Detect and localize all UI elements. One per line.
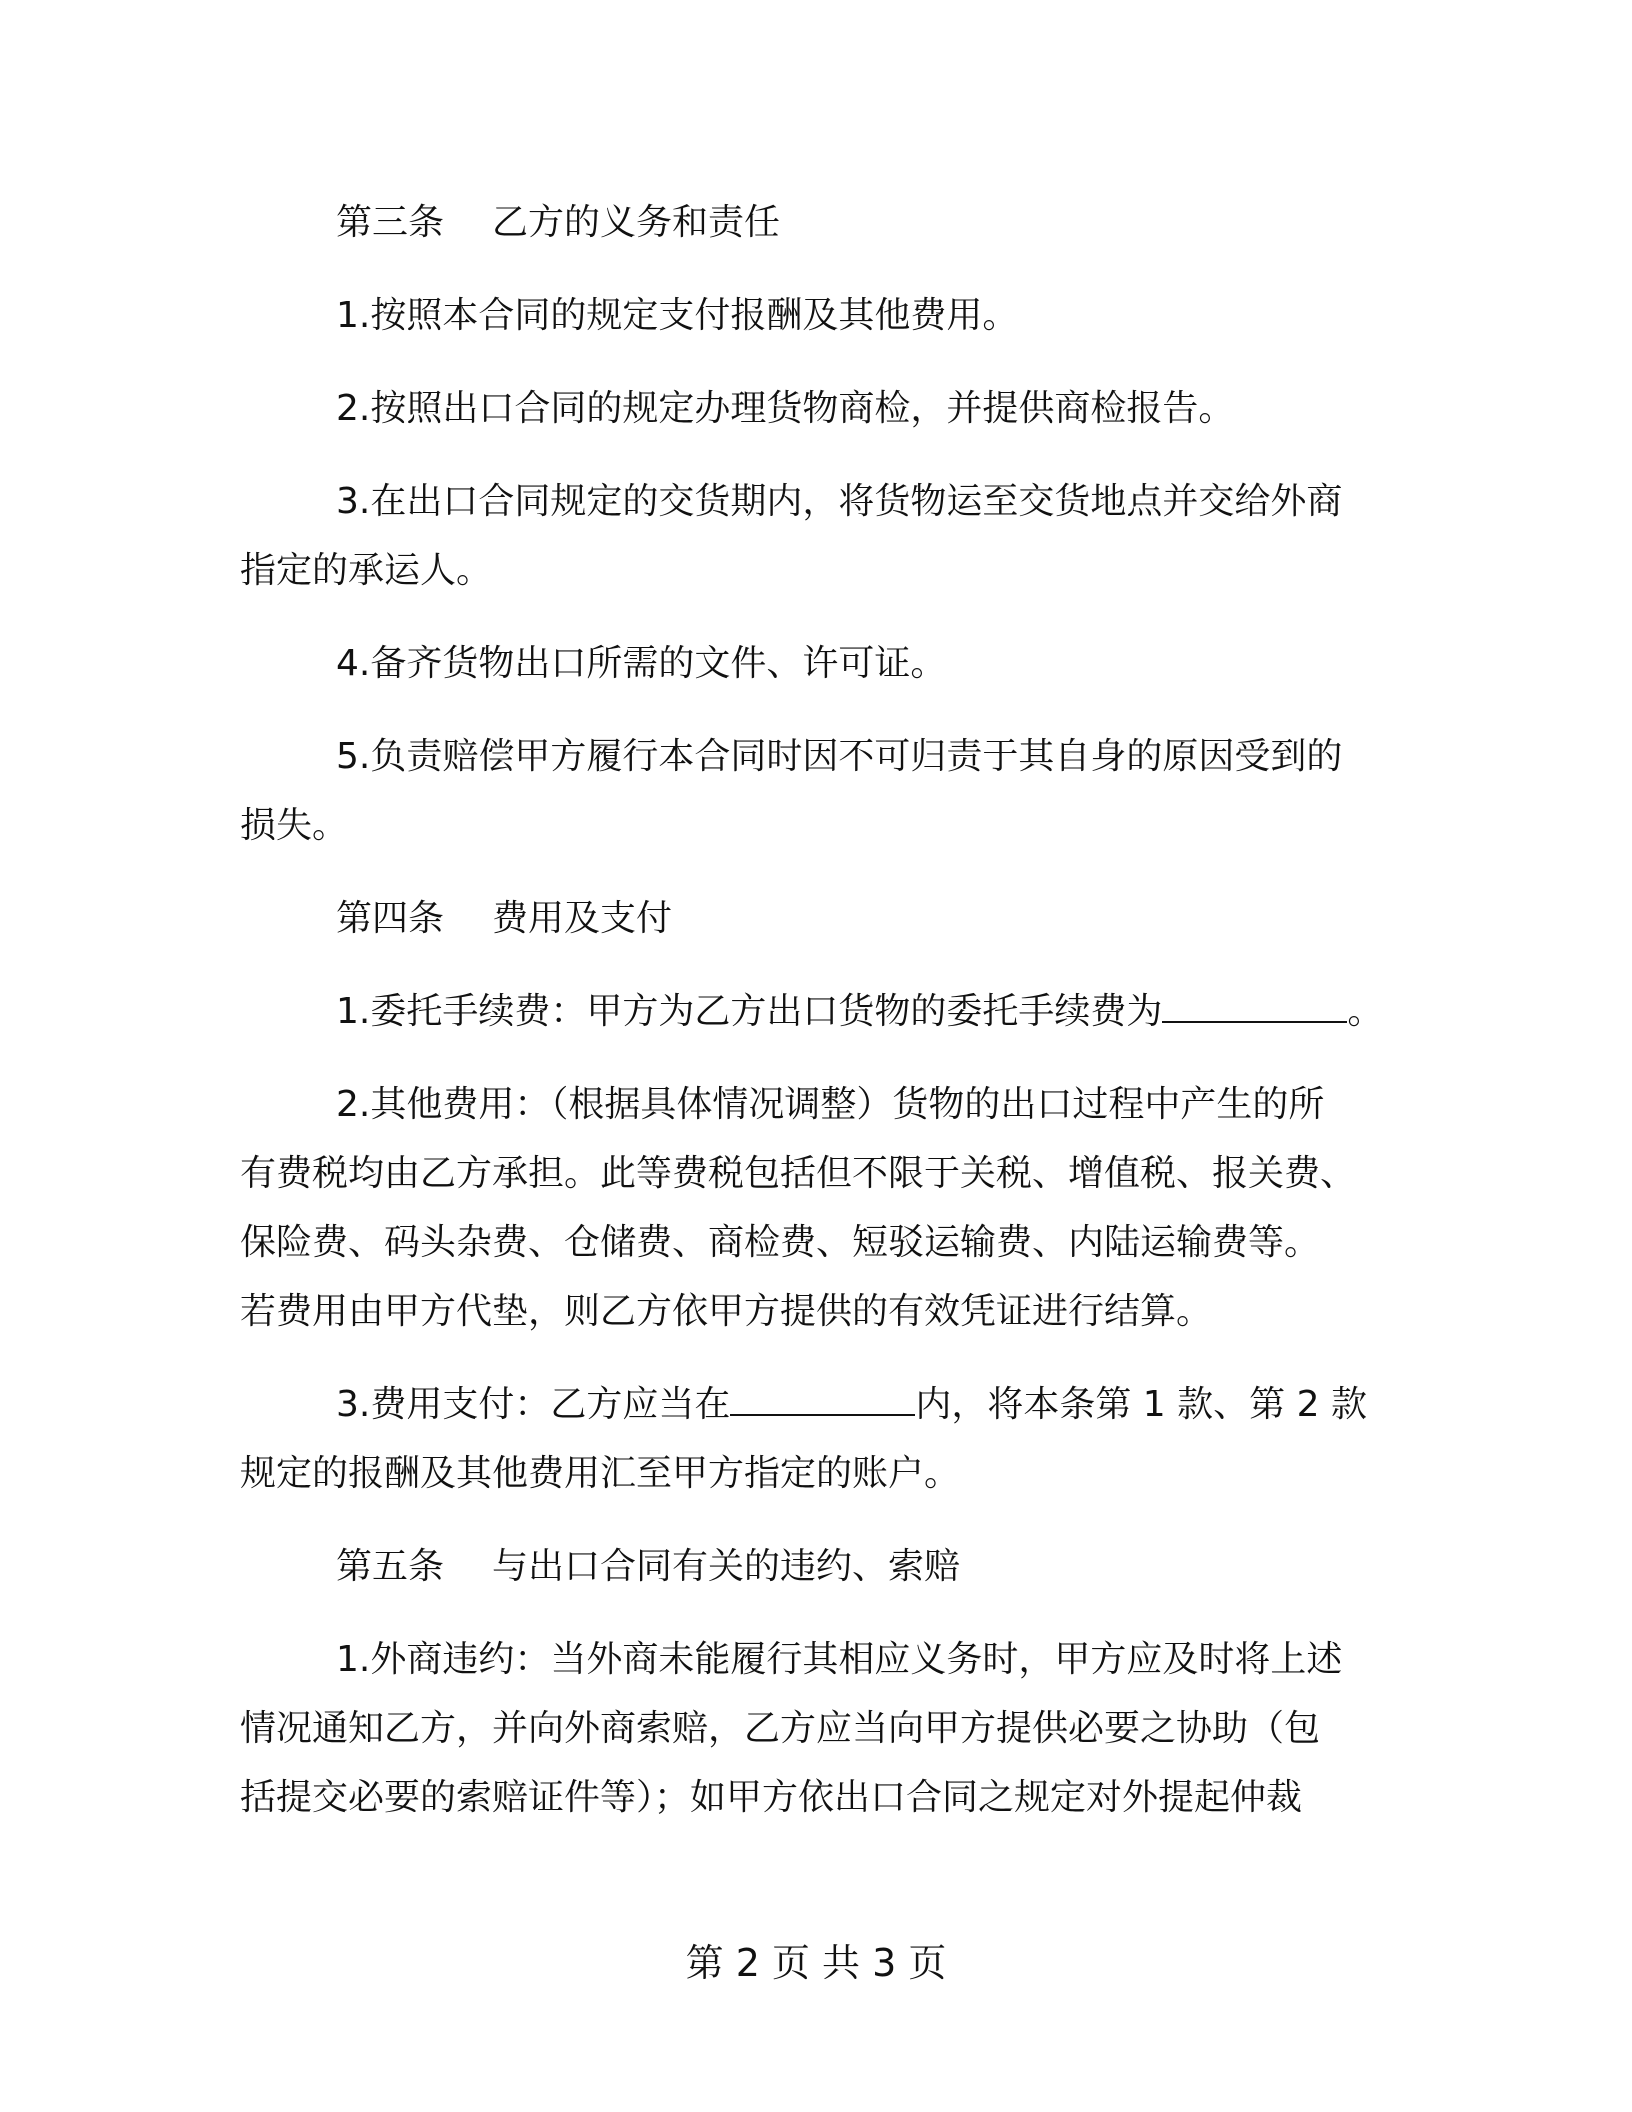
article-4-item-3: [240, 1370, 1390, 1508]
article-5-item-1-line-1: 1.外商违约：当外商未能履行其相应义务时，甲方应及时将上述: [336, 1639, 1343, 1680]
article-3-item-3: [240, 467, 1390, 605]
article-5-item-1-line-3: 括提交必要的索赔证件等）；如甲方依出口合同之规定对外提起仲裁: [240, 1777, 1303, 1818]
article-3-item-3-line-2: 指定的承运人。: [240, 550, 493, 591]
article-4-label: 第四条: [336, 898, 445, 939]
page-number: 第 2 页 共 3 页: [685, 1941, 947, 1985]
document-body: [240, 188, 1390, 1856]
article-4-item-1-text: 1.委托手续费：甲方为乙方出口货物的委托手续费为: [336, 991, 1163, 1032]
article-4-item-2: [240, 1070, 1390, 1346]
article-3-item-4: 4.备齐货物出口所需的文件、许可证。: [336, 643, 947, 684]
article-3-item-1: 1.按照本合同的规定支付报酬及其他费用。: [336, 295, 1019, 336]
article-4-item-2-line-2: 有费税均由乙方承担。此等费税包括但不限于关税、增值税、报关费、: [240, 1153, 1357, 1194]
article-4-item-1: [240, 977, 1390, 1046]
article-4-item-1-end: 。: [1347, 991, 1384, 1032]
fee-blank-line: [1162, 987, 1347, 1023]
article-4-item-3-text: 3.费用支付：乙方应当在: [336, 1384, 731, 1425]
page-footer: [0, 1938, 1632, 1988]
article-5-item-1: [240, 1625, 1390, 1832]
article-4-item-3-line-1: [240, 1370, 1390, 1439]
article-3-title: 乙方的义务和责任: [492, 202, 781, 243]
article-4-item-3-line-2: 规定的报酬及其他费用汇至甲方指定的账户。: [240, 1453, 961, 1494]
article-4-heading: [240, 884, 1390, 953]
article-3-heading: [240, 188, 1390, 257]
article-3-item-3-line-1: 3.在出口合同规定的交货期内，将货物运至交货地点并交给外商: [336, 481, 1343, 522]
article-3-item-5: [240, 722, 1390, 860]
article-5-title: 与出口合同有关的违约、索赔: [492, 1546, 961, 1587]
article-3-item-2: 2.按照出口合同的规定办理货物商检，并提供商检报告。: [336, 388, 1235, 429]
payment-period-blank-line: [730, 1380, 915, 1416]
article-5-heading: [240, 1532, 1390, 1601]
article-4-title: 费用及支付: [492, 898, 673, 939]
article-3-item-5-line-1: 5.负责赔偿甲方履行本合同时因不可归责于其自身的原因受到的: [336, 736, 1343, 777]
article-5-item-1-line-2: 情况通知乙方，并向外商索赔，乙方应当向甲方提供必要之协助（包: [240, 1708, 1321, 1749]
article-4-item-2-line-4: 若费用由甲方代垫，则乙方依甲方提供的有效凭证进行结算。: [240, 1291, 1213, 1332]
article-4-item-3-rest: 内，将本条第 1 款、第 2 款: [915, 1384, 1367, 1425]
article-5-label: 第五条: [336, 1546, 445, 1587]
article-3-label: 第三条: [336, 202, 445, 243]
article-4-item-2-line-1: 2.其他费用：（根据具体情况调整）货物的出口过程中产生的所: [336, 1084, 1325, 1125]
article-3-item-5-line-2: 损失。: [240, 805, 349, 846]
article-4-item-2-line-3: 保险费、码头杂费、仓储费、商检费、短驳运输费、内陆运输费等。: [240, 1222, 1321, 1263]
